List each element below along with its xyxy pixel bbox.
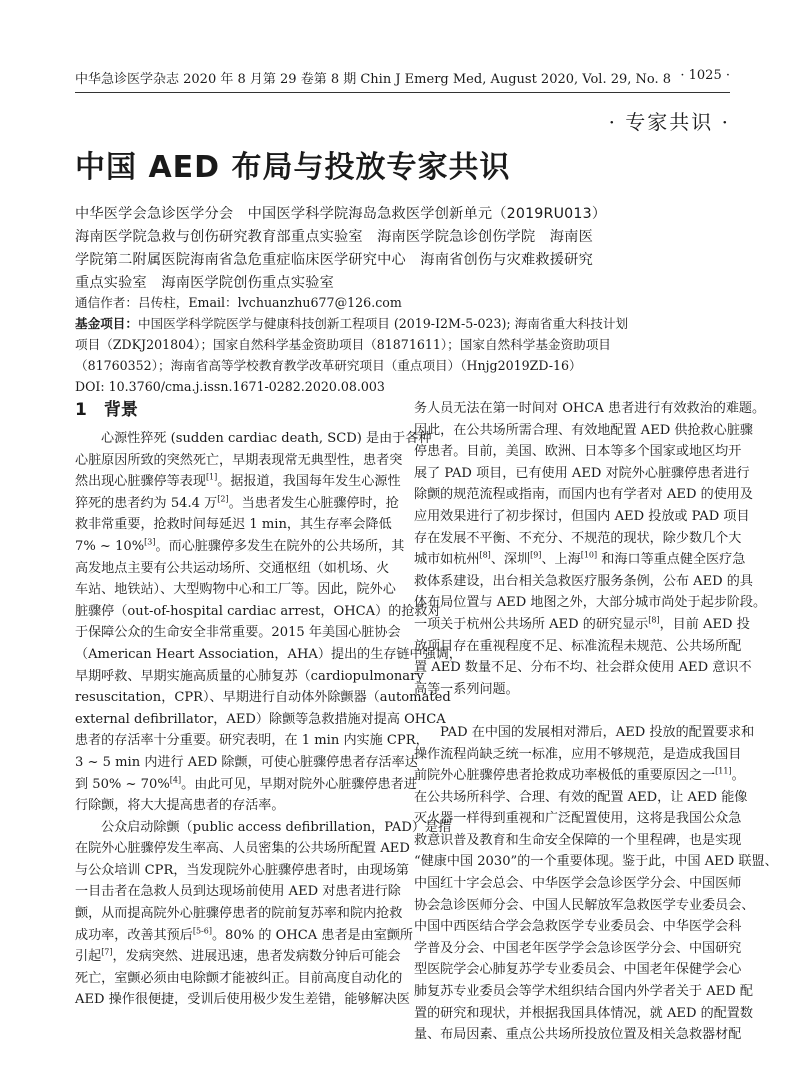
fund-line xyxy=(75,313,730,334)
body-text-line: 一目击者在急救人员到达现场前使用 AED 对患者进行除 xyxy=(75,884,401,900)
citation-ref[interactable]: [8] xyxy=(648,615,660,625)
body-text-line: 7% ~ 10%[3]。而心脏骤停多发生在院外的公共场所，其 xyxy=(75,537,405,554)
body-text-line: 停患者。目前，美国、欧洲、日本等多个国家或地区均开 xyxy=(414,444,742,460)
body-text-line: 高发地点主要有公共运动场所、交通枢纽（如机场、火 xyxy=(75,560,390,576)
body-text-line: 车站、地铁站）、大型购物中心和工厂等。因此，院外心 xyxy=(75,582,396,598)
body-text-line: 于保障公众的生命安全非常重要。2015 年美国心脏协会 xyxy=(75,625,401,641)
body-column-left xyxy=(75,398,462,1011)
body-text-line: 救意识普及教育和生命安全保障的一个里程碑，也是实现 xyxy=(414,832,742,848)
body-text-line: （American Heart Association，AHA）提出的生存链中强调， xyxy=(75,646,462,662)
body-text-line: 体布局位置与 AED 地图之外，大部分城市尚处于起步阶段。 xyxy=(414,595,767,611)
author-line: 海南医学院急救与创伤研究教育部重点实验室 海南医学院急诊创伤学院 海南医 xyxy=(75,229,593,245)
citation-ref[interactable]: [9] xyxy=(530,550,542,560)
doi: DOI: 10.3760/cma.j.issn.1671-0282.2020.08.003 xyxy=(75,379,385,394)
body-text-line: 公众启动除颤（public access defibrillation，PAD）是指 xyxy=(101,819,452,835)
body-text-line: 患者的存活率十分重要。研究表明，在 1 min 内实施 CPR， xyxy=(75,733,429,749)
body-text-line xyxy=(414,700,729,722)
body-text-line: 协会急诊医师分会、中国人民解放军急救医学专业委员会、 xyxy=(414,897,755,913)
section-heading: 1 背景 xyxy=(75,400,138,420)
body-text-line: 成功率，改善其预后[5-6]。80% 的 OHCA 患者是由室颤所 xyxy=(75,926,414,943)
body-text-line: 与公众培训 CPR，当发现院外心脏骤停患者时，由现场第 xyxy=(75,862,410,878)
author-line: 中华医学会急诊医学分会 中国医学科学院海岛急救医学创新单元（2019RU013） xyxy=(75,206,607,222)
body-text-line: 到 50% ~ 70%[4]。由此可见，早期对院外心脏骤停患者进 xyxy=(75,775,417,792)
body-text-line: 型医院学会心肺复苏学专业委员会、中国老年保健学会心 xyxy=(414,962,742,978)
body-text-line: 因此，在公共场所需合理、有效地配置 AED 供抢救心脏骤 xyxy=(414,422,753,438)
citation-ref[interactable]: [1] xyxy=(205,472,218,482)
body-text-line: 应用效果进行了初步探讨，但国内 AED 投放或 PAD 项目 xyxy=(414,508,750,524)
body-text-line: 中国中西医结合学会急救医学专业委员会、中华医学会科 xyxy=(414,919,742,935)
body-text-line: 高等一系列问题。 xyxy=(414,681,519,697)
citation-ref[interactable]: [11] xyxy=(715,766,732,776)
article-title: 中国 AED 布局与投放专家共识 xyxy=(75,150,511,185)
author-affiliations xyxy=(75,203,723,295)
body-column-right xyxy=(414,398,778,1046)
body-text-line: “健康中国 2030”的一个重要体现。鉴于此，中国 AED 联盟、 xyxy=(414,854,778,870)
body-text-line: 置 AED 数量不足、分布不均、社会群众使用 AED 意识不 xyxy=(414,660,752,676)
fund-line: （81760352）；海南省高等学校教育教学改革研究项目（重点项目）（Hnjg2019ZD-16） xyxy=(75,358,582,373)
citation-ref[interactable]: [2] xyxy=(217,494,229,504)
body-text-line: 务人员无法在第一时间对 OHCA 患者进行有效救治的难题。 xyxy=(414,401,766,416)
body-text-line: 然出现心脏骤停等表现[1]。据报道，我国每年发生心源性 xyxy=(75,472,401,490)
author-line: 重点实验室 海南医学院创伤重点实验室 xyxy=(75,275,334,291)
body-text-line: PAD 在中国的发展相对滞后，AED 投放的配置要求和 xyxy=(440,724,755,740)
body-text-line: 一项关于杭州公共场所 AED 的研究显示[8]，目前 AED 投 xyxy=(414,615,750,632)
fund-line: 项目（ZDKJ201804）；国家自然科学基金资助项目（81871611）；国家自然科学基金资助项目 xyxy=(75,337,611,352)
body-text-line: 量、布局因素、重点公共场所投放位置及相关急救器材配 xyxy=(414,1027,742,1043)
body-text-line: 引起[7]，发病突然、进展迅速，患者发病数分钟后可能会 xyxy=(75,947,401,965)
body-text-line: 前院外心脏骤停患者抢救成功率极低的重要原因之一[11]。 xyxy=(414,766,745,784)
body-text-line: 学普及分会、中国老年医学学会急诊医学分会、中国研究 xyxy=(414,940,742,956)
body-text-line: 操作流程尚缺乏统一标准，应用不够规范，是造成我国目 xyxy=(414,746,742,762)
section-tag: · 专家共识 · xyxy=(608,110,730,134)
header-rule xyxy=(75,92,730,93)
body-text-line: 3 ~ 5 min 内进行 AED 除颤，可使心脏骤停患者存活率达 xyxy=(75,754,418,770)
body-text-line: external defibrillator，AED）除颤等急救措施对提高 OHCA xyxy=(75,711,446,727)
body-text-line: 救体系建设，出台相关急救医疗服务条例，公布 AED 的具 xyxy=(414,573,753,589)
body-text-line: 在公共场所科学、合理、有效的配置 AED，让 AED 能像 xyxy=(414,789,748,805)
body-text-line: 死亡，室颤必须由电除颤才能被纠正。目前高度自动化的 xyxy=(75,970,403,986)
corresponding-author: 通信作者：吕传柱，Email：lvchuanzhu677@126.com xyxy=(75,295,402,310)
body-text-line: 心脏原因所致的突然死亡，早期表现常无典型性，患者突 xyxy=(75,452,403,468)
body-text-line: 脏骤停（out-of-hospital cardiac arrest，OHCA）的抢救对 xyxy=(75,603,441,619)
body-text-line: 早期呼救、早期实施高质量的心肺复苏（cardiopulmonary xyxy=(75,668,424,684)
journal-header xyxy=(75,68,730,88)
body-text-line: 中国红十字会总会、中华医学会急诊医学分会、中国医师 xyxy=(414,876,742,892)
journal-citation: 中华急诊医学杂志 2020 年 8 月第 29 卷第 8 期 Chin J Emerg Med, August 2020, Vol. 29, No. 8 xyxy=(75,72,672,87)
body-text-line: resuscitation，CPR）、早期进行自动体外除颤器（automated xyxy=(75,690,451,706)
body-text-line: 除颤的规范流程或指南，而国内也有学者对 AED 的使用及 xyxy=(414,487,753,503)
body-text-line: 展了 PAD 项目，已有使用 AED 对院外心脏骤停患者进行 xyxy=(414,465,750,481)
fund-label: 基金项目： xyxy=(75,316,138,331)
body-text-line: 救非常重要，抢救时间每延迟 1 min，其生存率会降低 xyxy=(75,517,392,533)
citation-ref[interactable]: [10] xyxy=(580,550,598,560)
body-text-line: 颤，从而提高院外心脏骤停患者的院前复苏率和院内抢救 xyxy=(75,906,403,922)
citation-ref[interactable]: [3] xyxy=(144,537,156,547)
citation-ref[interactable]: [8] xyxy=(479,550,491,560)
author-line: 学院第二附属医院海南省急危重症临床医学研究中心 海南省创伤与灾难救援研究 xyxy=(75,252,593,268)
page-number: · 1025 · xyxy=(680,68,730,83)
body-text-line: 置的研究和现状，并根据我国具体情况，就 AED 的配置数 xyxy=(414,1005,753,1021)
body-text-line: 灭火器一样得到重视和广泛配置使用，这将是我国公众急 xyxy=(414,811,742,827)
body-text-line: 行除颤，将大大提高患者的存活率。 xyxy=(75,798,285,814)
citation-ref[interactable]: [7] xyxy=(101,947,113,957)
fund-text: 中国医学科学院医学与健康科技创新工程项目 (2019-I2M-5-023); 海南省重大科技计划 xyxy=(137,316,629,331)
body-text-line: 放项目存在重视程度不足、标准流程未规范、公共场所配 xyxy=(414,638,742,654)
body-text-line: 城市如杭州[8]、深圳[9]、上海[10] 和海口等重点健全医疗急 xyxy=(414,550,746,568)
body-text-line: 存在发展不平衡、不充分、不规范的现状，除少数几个大 xyxy=(414,530,742,546)
body-text-line: 猝死的患者约为 54.4 万[2]。当患者发生心脏骤停时，抢 xyxy=(75,494,399,511)
body-text-line: 肺复苏专业委员会等学术组织结合国内外学者关于 AED 配 xyxy=(414,984,753,1000)
body-text-line: 心源性猝死 (sudden cardiac death, SCD) 是由于各种 xyxy=(101,431,432,446)
body-text-line: 在院外心脏骤停发生率高、人员密集的公共场所配置 AED xyxy=(75,841,410,857)
citation-ref[interactable]: [4] xyxy=(169,775,182,785)
citation-ref[interactable]: [5-6] xyxy=(192,926,212,936)
body-text-line: AED 操作很便捷，受训后使用极少发生差错，能够解决医 xyxy=(75,992,410,1008)
